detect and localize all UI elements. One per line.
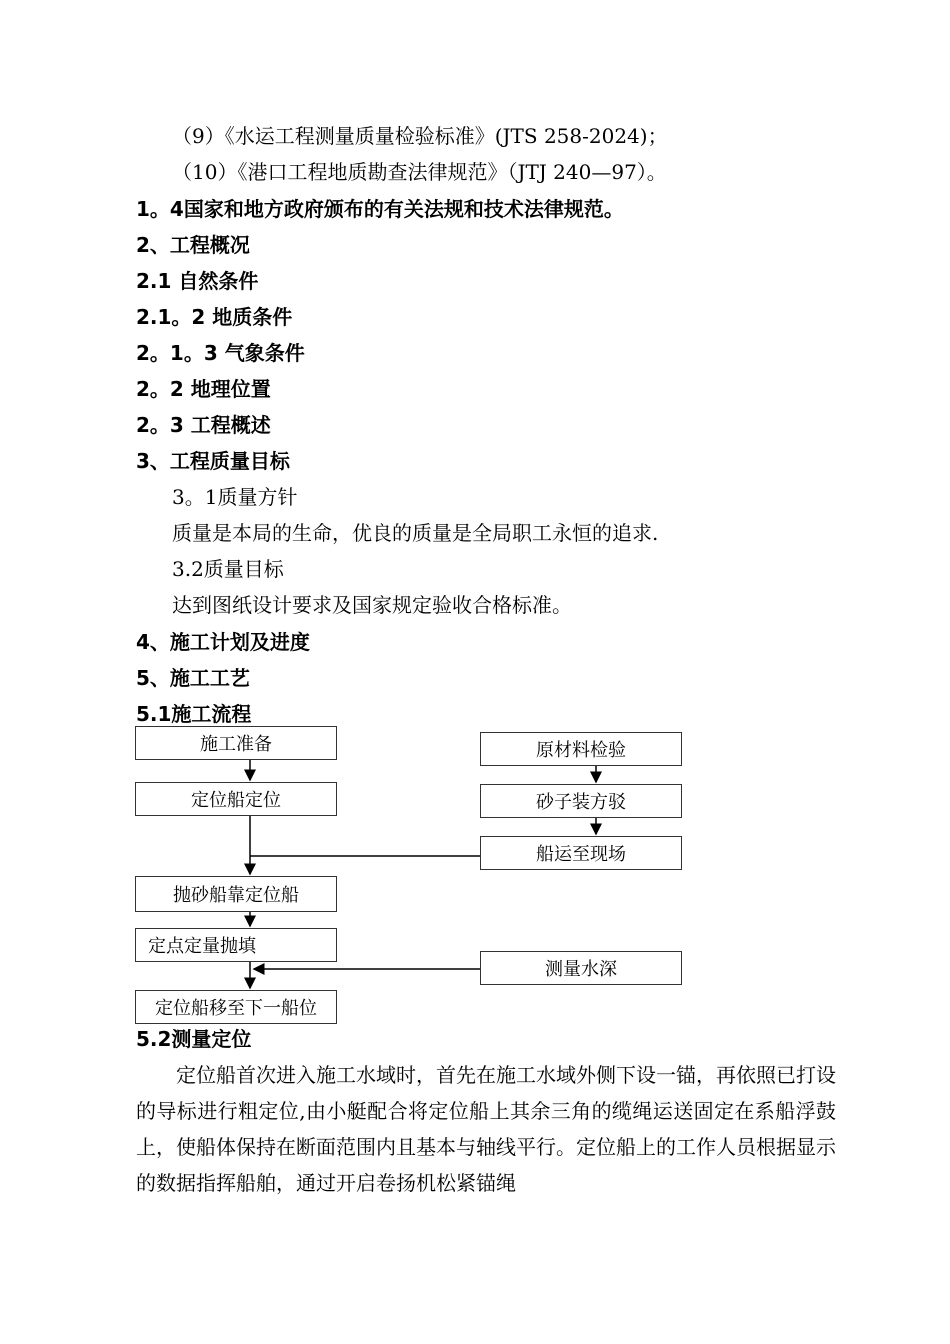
flow-box-sand-barge: 砂子装方驳 (480, 784, 682, 818)
subheading-3-1: 3。1质量方针 (172, 485, 298, 509)
quality-target-text: 达到图纸设计要求及国家规定验收合格标准。 (172, 593, 572, 617)
flow-box-prep: 施工准备 (135, 726, 337, 760)
heading-1-4: 1。4国家和地方政府颁布的有关法规和技术法律规范。 (136, 197, 624, 221)
heading-2-3: 2。3 工程概述 (136, 413, 271, 437)
heading-2: 2、工程概况 (136, 233, 250, 257)
flow-box-move: 定位船移至下一船位 (135, 990, 337, 1024)
flow-box-fill: 定点定量抛填 (135, 928, 337, 962)
heading-5: 5、施工工艺 (136, 666, 250, 690)
heading-5-2: 5.2测量定位 (136, 1027, 252, 1051)
flow-box-depth: 测量水深 (480, 951, 682, 985)
heading-2-1: 2.1 自然条件 (136, 269, 259, 293)
heading-4: 4、施工计划及进度 (136, 630, 310, 654)
quality-policy-text: 质量是本局的生命，优良的质量是全局职工永恒的追求. (172, 521, 659, 545)
ref-item-9: （9）《水运工程测量质量检验标准》(JTS 258-2024)； (172, 124, 668, 148)
flow-box-positioning: 定位船定位 (135, 782, 337, 816)
flow-box-transport: 船运至现场 (480, 836, 682, 870)
heading-5-1: 5.1施工流程 (136, 702, 252, 726)
heading-3: 3、工程质量目标 (136, 449, 290, 473)
heading-2-1-2: 2.1。2 地质条件 (136, 305, 293, 329)
heading-2-2: 2。2 地理位置 (136, 377, 271, 401)
paragraph-5-2: 定位船首次进入施工水域时，首先在施工水域外侧下设一锚，再依照已打设的导标进行粗定位,由小艇配合将定位船上其余三角的缆绳运送固定在系船浮鼓上，使船体保持在断面范围内且基本与轴线平行。定位船上的工作人员根据显示的数据指挥船舶，通过开启卷扬机松紧锚绳 (136, 1063, 836, 1195)
flow-box-material-check: 原材料检验 (480, 732, 682, 766)
flow-box-dock: 抛砂船靠定位船 (135, 876, 337, 912)
heading-2-1-3: 2。1。3 气象条件 (136, 341, 305, 365)
subheading-3-2: 3.2质量目标 (172, 557, 284, 581)
ref-item-10: （10）《港口工程地质勘查法律规范》（JTJ 240—97）。 (172, 160, 667, 184)
